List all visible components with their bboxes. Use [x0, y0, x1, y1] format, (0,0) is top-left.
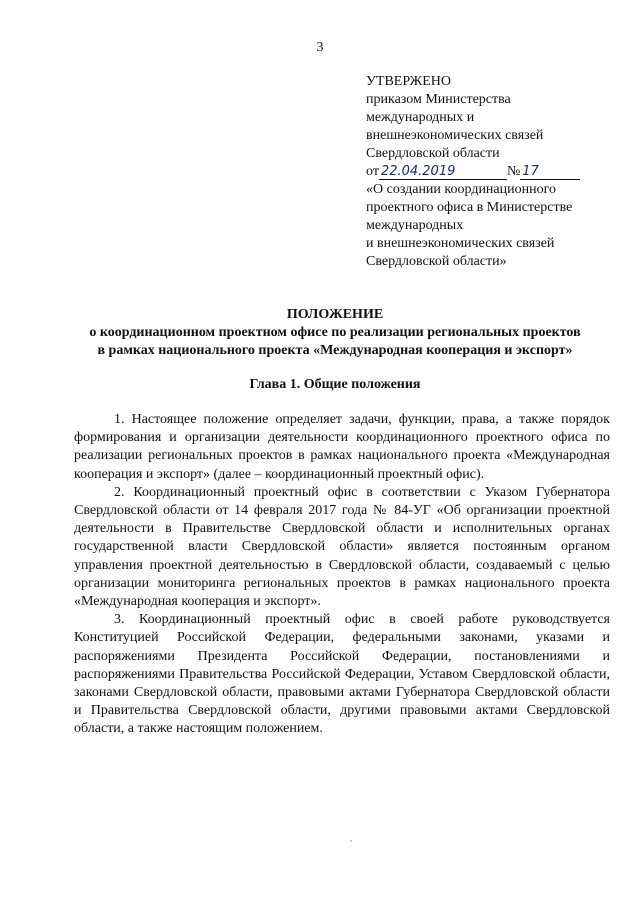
approval-caption-line: международных	[366, 218, 464, 233]
approval-line: внешнеэкономических связей	[366, 128, 544, 143]
scan-artifact	[350, 840, 352, 842]
approval-line: международных и	[366, 110, 475, 125]
approval-line: приказом Министерства	[366, 92, 511, 107]
approval-caption-line: «О создании координационного	[366, 182, 557, 197]
approval-date-number-line	[366, 163, 616, 181]
document-body	[74, 411, 610, 739]
approval-heading: УТВЕРЖЕНО	[366, 74, 451, 89]
paragraph: 2. Координационный проектный офис в соответствии с Указом Губернатора Свердловской области от 14 февраля 2017 года № 84-УГ «Об организации проектной деятельности в Правительстве Свердловской области и исполнительных органах государственной власти Свердловской области» является постоянным органом управления проектной деятельностью в Свердловской области, создаваемый с целью организации мониторинга региональных проектов в рамках национального проекта «Международная кооперация и экспорт».	[74, 484, 610, 610]
page-number: 3	[316, 40, 324, 55]
title-line: о координационном проектном офисе по реализации региональных проектов	[89, 325, 581, 340]
document-title	[60, 306, 610, 360]
paragraph: 1. Настоящее положение определяет задачи, функции, права, а также порядок формирования и организации деятельности координационного проектного офиса по реализации региональных проектов в рамках национального проекта «Международная кооперация и экспорт» (далее – координационный проектный офис).	[74, 412, 610, 482]
approval-caption-line: и внешнеэкономических связей	[366, 236, 555, 251]
title-line: ПОЛОЖЕНИЕ	[286, 307, 384, 322]
approval-caption-line: Свердловской области»	[366, 254, 507, 269]
approval-line: Свердловской области	[366, 146, 500, 161]
chapter-heading: Глава 1. Общие положения	[249, 377, 421, 392]
title-line: в рамках национального проекта «Международная кооперация и экспорт»	[97, 343, 573, 358]
approval-caption-line: проектного офиса в Министерстве	[366, 200, 573, 215]
handwritten-date: 22.04.2019	[379, 164, 507, 180]
handwritten-number: 17	[520, 164, 580, 180]
approval-block	[366, 73, 616, 271]
date-prefix: от	[366, 164, 379, 179]
paragraph: 3. Координационный проектный офис в своей работе руководствуется Конституцией Российской Федерации, федеральными законами, указами и распоряжениями Президента Российской Федерации, постановлениями и распоряжениями Правительства Российской Федерации, Уставом Свердловской области, законами Свердловской области, правовыми актами Губернатора Свердловской области и Правительства Свердловской области, другими правовыми актами Свердловской области, а также настоящим положением.	[74, 612, 610, 737]
number-prefix: №	[506, 164, 521, 179]
